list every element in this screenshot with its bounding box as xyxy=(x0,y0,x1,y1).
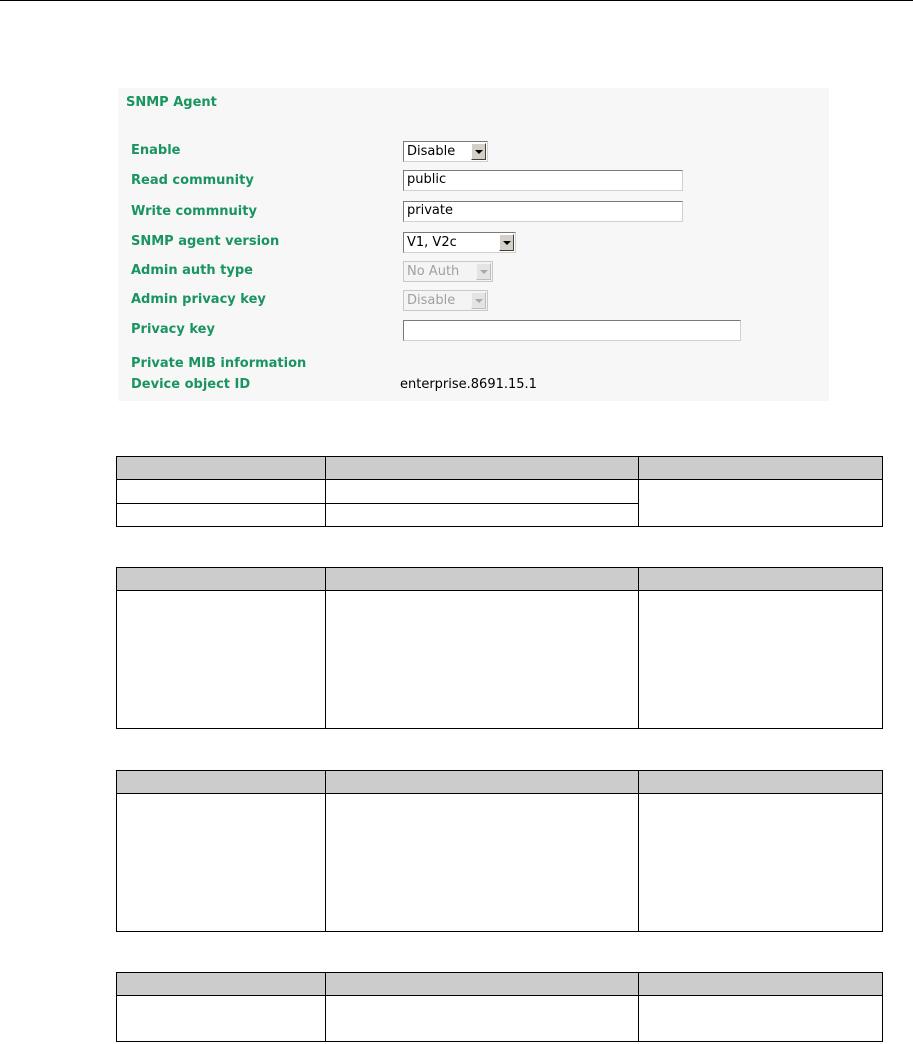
table-header-cell xyxy=(117,771,326,794)
agent-version-select[interactable] xyxy=(403,232,516,253)
table-header-cell xyxy=(639,457,883,480)
privacy-key-label: Privacy key xyxy=(131,322,215,337)
admin-auth-type-dropdown-button[interactable] xyxy=(476,263,491,280)
page-top-rule xyxy=(0,0,913,1)
admin-auth-type-label: Admin auth type xyxy=(131,263,253,278)
enable-select[interactable] xyxy=(403,141,488,162)
chevron-down-icon xyxy=(475,299,483,303)
table-header-row xyxy=(117,568,883,591)
table-header-row xyxy=(117,771,883,794)
agent-version-select-value: V1, V2c xyxy=(407,235,457,250)
doc-table-1 xyxy=(116,456,883,527)
admin-privacy-key-select-value: Disable xyxy=(407,293,456,308)
table-cell xyxy=(326,996,639,1042)
write-community-label: Write commnuity xyxy=(131,204,257,219)
read-community-label: Read community xyxy=(131,173,254,188)
table-row xyxy=(117,591,883,729)
admin-privacy-key-select[interactable] xyxy=(403,290,488,311)
admin-auth-type-select-value: No Auth xyxy=(407,264,460,279)
table-cell xyxy=(326,504,639,527)
admin-privacy-key-label: Admin privacy key xyxy=(131,292,266,307)
table-header-cell xyxy=(117,568,326,591)
table-cell xyxy=(117,591,326,729)
table-cell xyxy=(326,794,639,932)
enable-label: Enable xyxy=(131,143,181,158)
doc-table-4 xyxy=(116,972,883,1042)
privacy-key-input[interactable] xyxy=(403,320,741,341)
table-cell xyxy=(639,480,883,527)
enable-select-value: Disable xyxy=(407,144,456,159)
table-header-cell xyxy=(326,973,639,996)
table-header-row xyxy=(117,973,883,996)
table-header-cell xyxy=(117,457,326,480)
table-header-cell xyxy=(117,973,326,996)
table-header-cell xyxy=(326,568,639,591)
table-cell xyxy=(326,480,639,504)
table-header-cell xyxy=(639,771,883,794)
agent-version-dropdown-button[interactable] xyxy=(499,234,514,251)
table-header-cell xyxy=(326,771,639,794)
table-cell xyxy=(639,794,883,932)
table-cell xyxy=(639,996,883,1042)
admin-auth-type-select[interactable] xyxy=(403,261,493,282)
table-header-cell xyxy=(326,457,639,480)
doc-table-3 xyxy=(116,770,883,932)
snmp-agent-panel xyxy=(118,88,829,401)
enable-dropdown-button[interactable] xyxy=(471,143,486,160)
table-header-cell xyxy=(639,568,883,591)
table-cell xyxy=(117,794,326,932)
chevron-down-icon xyxy=(475,150,483,154)
read-community-input[interactable]: public xyxy=(403,170,683,191)
table-cell xyxy=(117,480,326,504)
table-header-row xyxy=(117,457,883,480)
admin-privacy-key-dropdown-button[interactable] xyxy=(471,292,486,309)
agent-version-label: SNMP agent version xyxy=(131,234,280,249)
chevron-down-icon xyxy=(503,241,511,245)
table-cell xyxy=(117,504,326,527)
table-header-cell xyxy=(639,973,883,996)
table-row xyxy=(117,996,883,1042)
table-cell xyxy=(117,996,326,1042)
table-cell xyxy=(639,591,883,729)
device-object-id-value: enterprise.8691.15.1 xyxy=(400,377,537,392)
table-cell xyxy=(326,591,639,729)
chevron-down-icon xyxy=(480,270,488,274)
panel-title: SNMP Agent xyxy=(126,95,217,110)
doc-table-2 xyxy=(116,567,883,729)
write-community-input[interactable]: private xyxy=(403,201,683,222)
private-mib-label: Private MIB information xyxy=(131,356,307,371)
table-row xyxy=(117,794,883,932)
device-object-id-label: Device object ID xyxy=(131,377,251,392)
table-row xyxy=(117,480,883,504)
